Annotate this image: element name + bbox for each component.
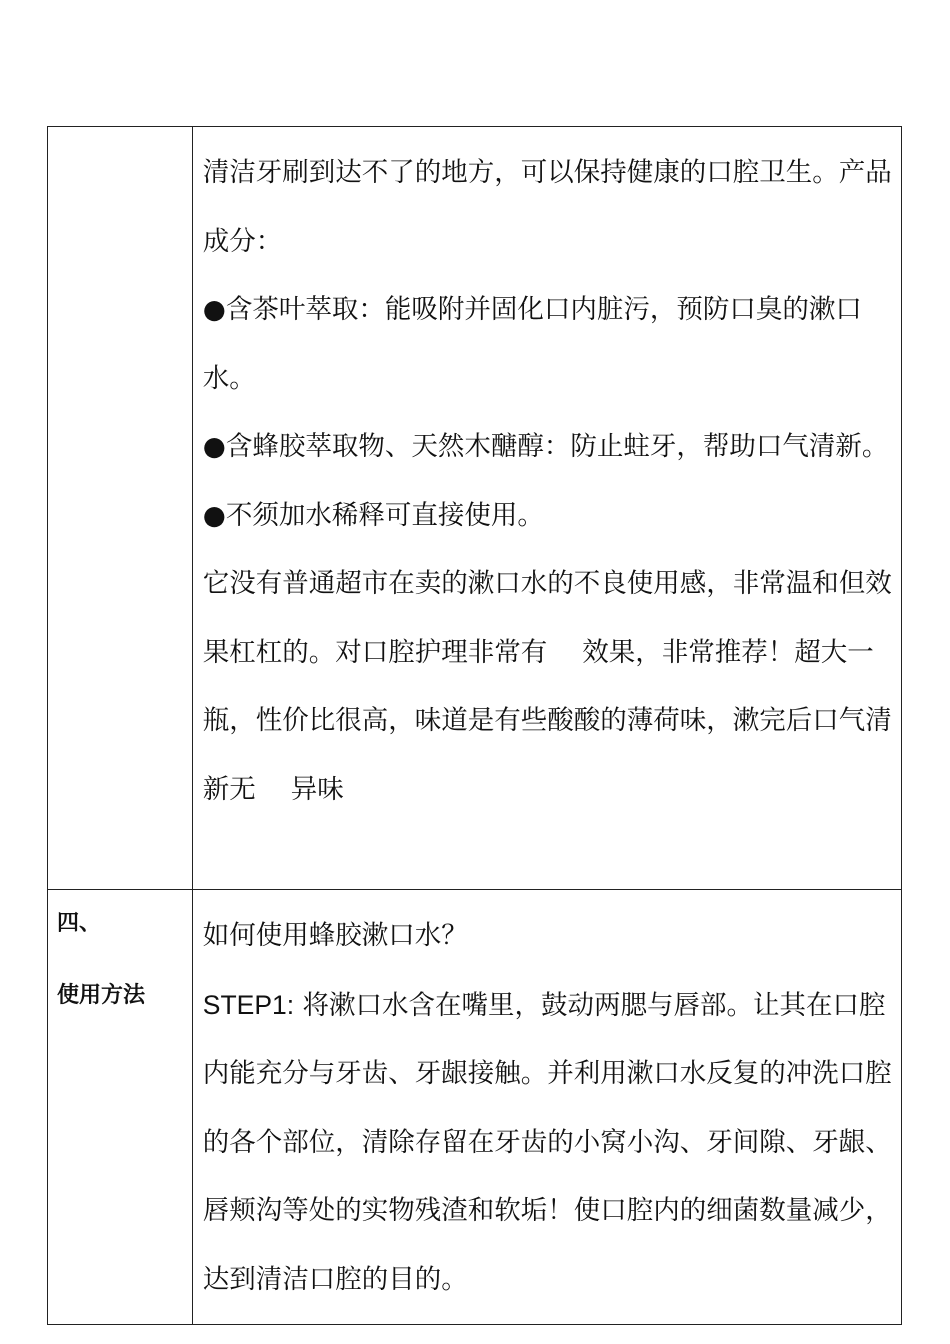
section-label-cell: [48, 890, 193, 1325]
section-number: 四、: [57, 911, 102, 936]
usage-question: 如何使用蜂胶漱口水？: [202, 920, 468, 951]
table-row: [48, 890, 902, 1325]
step-text: 将漱口水含在嘴里，鼓动两腮与唇部。让其在口腔内能充分与牙齿、牙龈接触。并利用漱口水反复的冲洗口腔的各个部位，清除存留在牙齿的小窝小沟、牙间隙、牙龈、 唇颊沟等处的实物残渣和软垢！使口腔内的细菌数量减少，达到清洁口腔的目的。: [202, 989, 914, 1295]
row-content-cell: [192, 127, 901, 890]
table-row: [48, 127, 902, 890]
ingredient-item: ●不须加水稀释可直接使用。: [202, 499, 544, 531]
step-label: STEP1:: [202, 989, 295, 1020]
ingredient-item: ●含蜂胶萃取物、天然木醣醇：防止蛀牙，帮助口气清新。: [202, 431, 889, 462]
usage-content-cell: [192, 890, 914, 1325]
ingredient-item: ●含茶叶萃取：能吸附并固化口内脏污，预防口臭的漱口水。: [202, 294, 862, 394]
content-table: [47, 126, 914, 1325]
intro-paragraph: 清洁牙刷到达不了的地方，可以保持健康的口腔卫生。产品成分：: [202, 157, 892, 257]
usage-step: [202, 971, 914, 1315]
section-title: 使用方法: [57, 983, 146, 1008]
row-label-cell: [48, 127, 193, 890]
review-paragraph: 它没有普通超市在卖的漱口水的不良使用感，非常温和但效果杠杠的。对口腔护理非常有 效果，非常推荐！超大一瓶，性价比很高，味道是有些酸酸的薄荷味，漱完后口气清新无 异味: [202, 568, 892, 805]
